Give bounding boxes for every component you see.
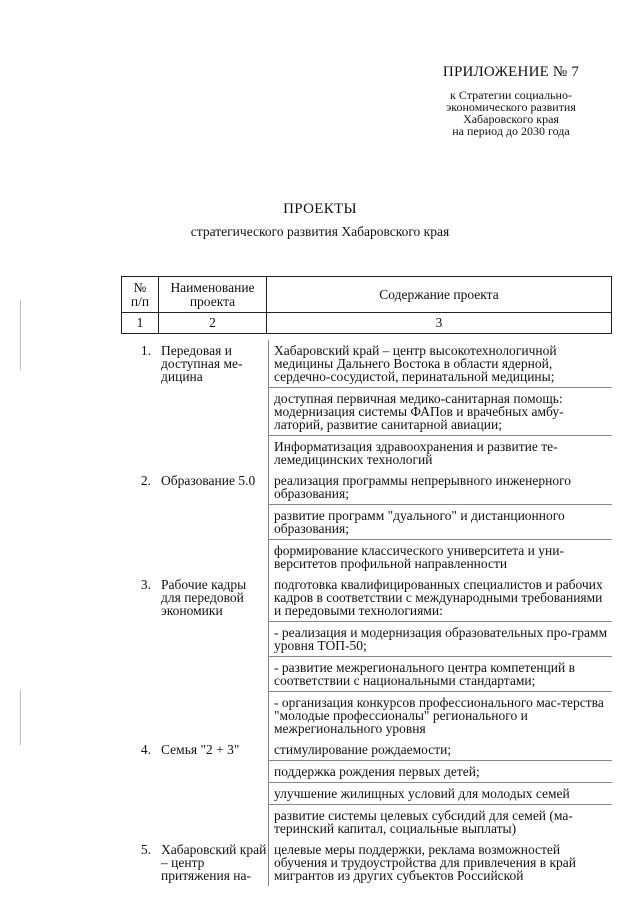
column-number-2: 2 xyxy=(159,313,267,334)
content-item: - организация конкурсов профессионального мас-терства "молодые профессионалы" регионального и межрегионального уровня xyxy=(268,691,612,739)
content-item: формирование классического университета и уни-верситетов профильной направленности xyxy=(268,539,612,574)
content-item: Информатизация здравоохранения и развитие те-лемедицинских технологий xyxy=(268,435,612,470)
project-rows xyxy=(121,340,612,886)
table-row xyxy=(121,470,612,574)
content-item: развитие системы целевых субсидий для семей (ма-теринский капитал, социальные выплаты) xyxy=(268,804,612,839)
project-name: Образование 5.0 xyxy=(161,473,256,488)
header-name: Наименование проекта xyxy=(159,277,267,313)
header-number: № п/п xyxy=(122,277,159,313)
content-item: стимулирование рождаемости; xyxy=(268,739,612,760)
content-item: реализация программы непрерывного инженерного образования; xyxy=(268,470,612,504)
content-item: улучшение жилищных условий для молодых семей xyxy=(268,782,612,804)
project-content xyxy=(268,739,612,839)
table-row xyxy=(121,574,612,739)
appendix-subtitle xyxy=(436,89,586,137)
header-content: Содержание проекта xyxy=(267,277,612,313)
column-number-3: 3 xyxy=(267,313,612,334)
document-title: ПРОЕКТЫ xyxy=(283,201,357,217)
content-item: поддержка рождения первых детей; xyxy=(268,760,612,782)
document-subtitle: стратегического развития Хабаровского края xyxy=(190,224,450,239)
content-item: подготовка квалифицированных специалистов и рабочих кадров в соответствии с международными требованиями и передовыми технологиями: xyxy=(268,574,612,621)
table-row xyxy=(121,739,612,839)
project-number: 2. xyxy=(140,473,151,488)
content-item: Хабаровский край – центр высокотехнологичной медицины Дальнего Востока в области ядерной, сердечно-сосудистой, перинатальной медицины; xyxy=(268,340,612,387)
project-content xyxy=(268,470,612,574)
table-row xyxy=(121,340,612,470)
project-content xyxy=(268,839,612,886)
appendix-block xyxy=(436,64,586,137)
appendix-line: к Стратегии социально- xyxy=(450,88,572,102)
appendix-title: ПРИЛОЖЕНИЕ № 7 xyxy=(442,64,580,80)
content-item: - развитие межрегионального центра компетенций в соответствии с национальными стандартами; xyxy=(268,656,612,691)
table-row xyxy=(121,839,612,886)
project-name: Хабаровский край – центр притяжения на- xyxy=(161,842,267,883)
project-name: Семья "2 + 3" xyxy=(161,742,240,757)
scan-mark xyxy=(20,690,21,745)
content-item: развитие программ "дуального" и дистанционного образования; xyxy=(268,504,612,539)
project-content xyxy=(268,574,612,739)
project-number: 5. xyxy=(140,842,151,857)
project-name: Передовая и доступная ме-дицина xyxy=(161,343,243,384)
project-number: 1. xyxy=(140,343,151,358)
appendix-line: на период до 2030 года xyxy=(452,124,570,138)
project-name: Рабочие кадры для передовой экономики xyxy=(161,577,247,618)
appendix-line: экономического развития xyxy=(446,100,576,114)
table-header xyxy=(121,276,612,334)
project-number: 4. xyxy=(140,742,151,757)
project-number: 3. xyxy=(140,577,151,592)
project-content xyxy=(268,340,612,470)
column-number-1: 1 xyxy=(122,313,159,334)
content-item: целевые меры поддержки, реклама возможностей обучения и трудоустройства для привлечения в край мигрантов из других субъектов Российской xyxy=(268,839,612,886)
content-item: - реализация и модернизация образовательных про-грамм уровня ТОП-50; xyxy=(268,621,612,656)
appendix-line: Хабаровского края xyxy=(463,112,559,126)
scan-mark xyxy=(20,300,21,370)
content-item: доступная первичная медико-санитарная помощь: модернизация системы ФАПов и врачебных амбу-латорий, развитие санитарной авиации; xyxy=(268,387,612,435)
